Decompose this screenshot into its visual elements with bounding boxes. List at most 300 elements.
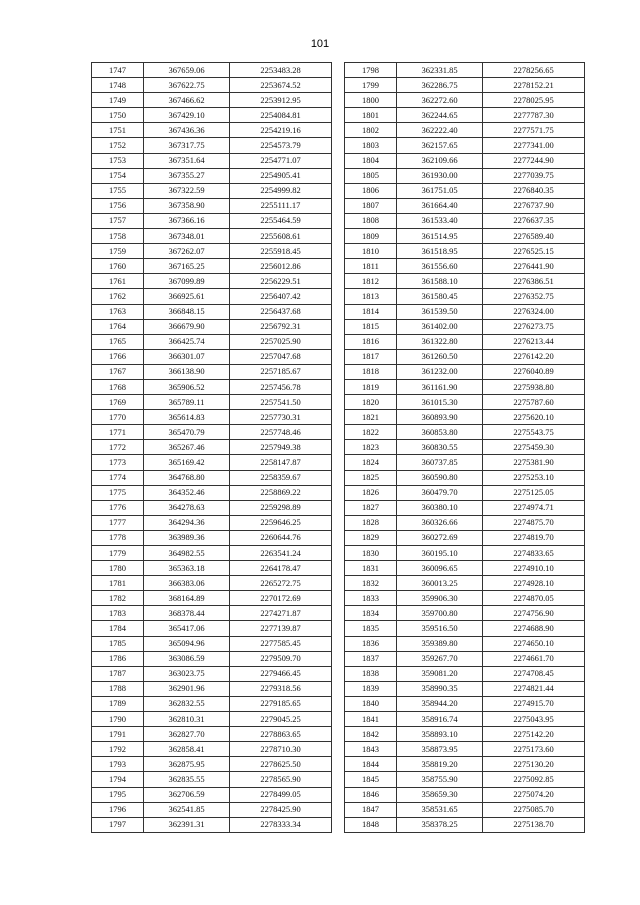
point-number-cell: 1792 bbox=[92, 742, 144, 757]
table-row bbox=[345, 78, 585, 93]
y-coordinate-cell: 2258147.87 bbox=[230, 455, 332, 470]
table-row bbox=[92, 304, 332, 319]
point-number-cell: 1844 bbox=[345, 757, 397, 772]
x-coordinate-cell: 368164.89 bbox=[144, 591, 230, 606]
point-number-cell: 1805 bbox=[345, 168, 397, 183]
x-coordinate-cell: 367322.59 bbox=[144, 183, 230, 198]
y-coordinate-cell: 2278152.21 bbox=[483, 78, 585, 93]
table-row bbox=[92, 78, 332, 93]
x-coordinate-cell: 367351.64 bbox=[144, 153, 230, 168]
x-coordinate-cell: 362832.55 bbox=[144, 696, 230, 711]
point-number-cell: 1837 bbox=[345, 651, 397, 666]
table-row bbox=[345, 304, 585, 319]
point-number-cell: 1774 bbox=[92, 470, 144, 485]
page-number: 101 bbox=[310, 38, 330, 50]
point-number-cell: 1776 bbox=[92, 500, 144, 515]
y-coordinate-cell: 2277787.30 bbox=[483, 108, 585, 123]
table-row bbox=[345, 213, 585, 228]
point-number-cell: 1820 bbox=[345, 395, 397, 410]
point-number-cell: 1841 bbox=[345, 712, 397, 727]
x-coordinate-cell: 361232.00 bbox=[397, 364, 483, 379]
y-coordinate-cell: 2275125.05 bbox=[483, 485, 585, 500]
table-row bbox=[92, 138, 332, 153]
x-coordinate-cell: 361514.95 bbox=[397, 229, 483, 244]
x-coordinate-cell: 361161.90 bbox=[397, 379, 483, 394]
table-row bbox=[345, 621, 585, 636]
table-row bbox=[345, 395, 585, 410]
y-coordinate-cell: 2254771.07 bbox=[230, 153, 332, 168]
x-coordinate-cell: 358990.35 bbox=[397, 681, 483, 696]
y-coordinate-cell: 2276589.40 bbox=[483, 229, 585, 244]
y-coordinate-cell: 2279466.45 bbox=[230, 666, 332, 681]
table-row bbox=[92, 485, 332, 500]
x-coordinate-cell: 362541.85 bbox=[144, 802, 230, 817]
point-number-cell: 1788 bbox=[92, 681, 144, 696]
point-number-cell: 1821 bbox=[345, 410, 397, 425]
table-row bbox=[345, 666, 585, 681]
y-coordinate-cell: 2257185.67 bbox=[230, 364, 332, 379]
point-number-cell: 1785 bbox=[92, 636, 144, 651]
point-number-cell: 1847 bbox=[345, 802, 397, 817]
x-coordinate-cell: 359516.50 bbox=[397, 621, 483, 636]
table-row bbox=[345, 455, 585, 470]
y-coordinate-cell: 2255111.17 bbox=[230, 198, 332, 213]
y-coordinate-cell: 2257456.78 bbox=[230, 379, 332, 394]
y-coordinate-cell: 2279045.25 bbox=[230, 712, 332, 727]
y-coordinate-cell: 2275787.60 bbox=[483, 395, 585, 410]
y-coordinate-cell: 2254999.82 bbox=[230, 183, 332, 198]
x-coordinate-cell: 362286.75 bbox=[397, 78, 483, 93]
table-row bbox=[345, 244, 585, 259]
point-number-cell: 1836 bbox=[345, 636, 397, 651]
x-coordinate-cell: 362810.31 bbox=[144, 712, 230, 727]
point-number-cell: 1773 bbox=[92, 455, 144, 470]
table-row bbox=[92, 500, 332, 515]
table-row bbox=[345, 742, 585, 757]
table-row bbox=[345, 289, 585, 304]
y-coordinate-cell: 2253483.28 bbox=[230, 63, 332, 78]
table-row bbox=[92, 546, 332, 561]
y-coordinate-cell: 2277571.75 bbox=[483, 123, 585, 138]
x-coordinate-cell: 364278.63 bbox=[144, 500, 230, 515]
table-row bbox=[345, 712, 585, 727]
x-coordinate-cell: 360380.10 bbox=[397, 500, 483, 515]
y-coordinate-cell: 2274271.87 bbox=[230, 606, 332, 621]
x-coordinate-cell: 361402.00 bbox=[397, 319, 483, 334]
y-coordinate-cell: 2274819.70 bbox=[483, 530, 585, 545]
y-coordinate-cell: 2279185.65 bbox=[230, 696, 332, 711]
y-coordinate-cell: 2263541.24 bbox=[230, 546, 332, 561]
table-row bbox=[92, 591, 332, 606]
y-coordinate-cell: 2278256.65 bbox=[483, 63, 585, 78]
point-number-cell: 1784 bbox=[92, 621, 144, 636]
point-number-cell: 1763 bbox=[92, 304, 144, 319]
table-row bbox=[92, 696, 332, 711]
table-row bbox=[92, 425, 332, 440]
table-row bbox=[345, 787, 585, 802]
table-row bbox=[92, 772, 332, 787]
table-row bbox=[92, 651, 332, 666]
point-number-cell: 1823 bbox=[345, 440, 397, 455]
table-row bbox=[92, 213, 332, 228]
x-coordinate-cell: 358755.90 bbox=[397, 772, 483, 787]
table-row bbox=[92, 259, 332, 274]
table-row bbox=[345, 817, 585, 832]
table-row bbox=[92, 666, 332, 681]
point-number-cell: 1799 bbox=[345, 78, 397, 93]
point-number-cell: 1843 bbox=[345, 742, 397, 757]
x-coordinate-cell: 361260.50 bbox=[397, 349, 483, 364]
x-coordinate-cell: 359389.80 bbox=[397, 636, 483, 651]
x-coordinate-cell: 361518.95 bbox=[397, 244, 483, 259]
table-row bbox=[345, 274, 585, 289]
point-number-cell: 1826 bbox=[345, 485, 397, 500]
table-row bbox=[345, 198, 585, 213]
table-row bbox=[345, 379, 585, 394]
y-coordinate-cell: 2275074.20 bbox=[483, 787, 585, 802]
table-row bbox=[345, 606, 585, 621]
y-coordinate-cell: 2270172.69 bbox=[230, 591, 332, 606]
y-coordinate-cell: 2276040.89 bbox=[483, 364, 585, 379]
x-coordinate-cell: 361930.00 bbox=[397, 168, 483, 183]
table-row bbox=[92, 636, 332, 651]
table-row bbox=[345, 530, 585, 545]
y-coordinate-cell: 2276840.35 bbox=[483, 183, 585, 198]
point-number-cell: 1772 bbox=[92, 440, 144, 455]
y-coordinate-cell: 2278863.65 bbox=[230, 727, 332, 742]
x-coordinate-cell: 359700.80 bbox=[397, 606, 483, 621]
y-coordinate-cell: 2275142.20 bbox=[483, 727, 585, 742]
y-coordinate-cell: 2277585.45 bbox=[230, 636, 332, 651]
table-row bbox=[345, 153, 585, 168]
table-row bbox=[92, 63, 332, 78]
point-number-cell: 1819 bbox=[345, 379, 397, 394]
y-coordinate-cell: 2254084.81 bbox=[230, 108, 332, 123]
table-row bbox=[345, 500, 585, 515]
x-coordinate-cell: 365267.46 bbox=[144, 440, 230, 455]
y-coordinate-cell: 2253674.52 bbox=[230, 78, 332, 93]
table-row bbox=[92, 621, 332, 636]
y-coordinate-cell: 2279509.70 bbox=[230, 651, 332, 666]
x-coordinate-cell: 365789.11 bbox=[144, 395, 230, 410]
table-row bbox=[345, 93, 585, 108]
table-row bbox=[92, 742, 332, 757]
point-number-cell: 1806 bbox=[345, 183, 397, 198]
x-coordinate-cell: 361556.60 bbox=[397, 259, 483, 274]
table-row bbox=[345, 108, 585, 123]
point-number-cell: 1835 bbox=[345, 621, 397, 636]
x-coordinate-cell: 367262.07 bbox=[144, 244, 230, 259]
y-coordinate-cell: 2275092.85 bbox=[483, 772, 585, 787]
table-row bbox=[345, 410, 585, 425]
y-coordinate-cell: 2274708.45 bbox=[483, 666, 585, 681]
y-coordinate-cell: 2275130.20 bbox=[483, 757, 585, 772]
y-coordinate-cell: 2276737.90 bbox=[483, 198, 585, 213]
point-number-cell: 1827 bbox=[345, 500, 397, 515]
point-number-cell: 1816 bbox=[345, 334, 397, 349]
y-coordinate-cell: 2278025.95 bbox=[483, 93, 585, 108]
y-coordinate-cell: 2257047.68 bbox=[230, 349, 332, 364]
x-coordinate-cell: 367165.25 bbox=[144, 259, 230, 274]
y-coordinate-cell: 2254905.41 bbox=[230, 168, 332, 183]
point-number-cell: 1750 bbox=[92, 108, 144, 123]
point-number-cell: 1830 bbox=[345, 546, 397, 561]
table-row bbox=[345, 123, 585, 138]
point-number-cell: 1782 bbox=[92, 591, 144, 606]
point-number-cell: 1759 bbox=[92, 244, 144, 259]
y-coordinate-cell: 2258869.22 bbox=[230, 485, 332, 500]
point-number-cell: 1770 bbox=[92, 410, 144, 425]
x-coordinate-cell: 362331.85 bbox=[397, 63, 483, 78]
point-number-cell: 1831 bbox=[345, 561, 397, 576]
table-row bbox=[345, 546, 585, 561]
table-row bbox=[92, 319, 332, 334]
y-coordinate-cell: 2256437.68 bbox=[230, 304, 332, 319]
y-coordinate-cell: 2255608.61 bbox=[230, 229, 332, 244]
point-number-cell: 1787 bbox=[92, 666, 144, 681]
table-row bbox=[92, 153, 332, 168]
point-number-cell: 1814 bbox=[345, 304, 397, 319]
point-number-cell: 1812 bbox=[345, 274, 397, 289]
y-coordinate-cell: 2274756.90 bbox=[483, 606, 585, 621]
x-coordinate-cell: 366679.90 bbox=[144, 319, 230, 334]
x-coordinate-cell: 362706.59 bbox=[144, 787, 230, 802]
y-coordinate-cell: 2274650.10 bbox=[483, 636, 585, 651]
x-coordinate-cell: 365470.79 bbox=[144, 425, 230, 440]
x-coordinate-cell: 367466.62 bbox=[144, 93, 230, 108]
x-coordinate-cell: 362391.31 bbox=[144, 817, 230, 832]
point-number-cell: 1845 bbox=[345, 772, 397, 787]
x-coordinate-cell: 366383.06 bbox=[144, 576, 230, 591]
coordinate-table-right bbox=[344, 62, 585, 833]
point-number-cell: 1757 bbox=[92, 213, 144, 228]
point-number-cell: 1838 bbox=[345, 666, 397, 681]
point-number-cell: 1803 bbox=[345, 138, 397, 153]
x-coordinate-cell: 361322.80 bbox=[397, 334, 483, 349]
y-coordinate-cell: 2278425.90 bbox=[230, 802, 332, 817]
x-coordinate-cell: 367429.10 bbox=[144, 108, 230, 123]
table-row bbox=[92, 470, 332, 485]
point-number-cell: 1749 bbox=[92, 93, 144, 108]
y-coordinate-cell: 2274928.10 bbox=[483, 576, 585, 591]
y-coordinate-cell: 2274688.90 bbox=[483, 621, 585, 636]
y-coordinate-cell: 2255464.59 bbox=[230, 213, 332, 228]
x-coordinate-cell: 360479.70 bbox=[397, 485, 483, 500]
x-coordinate-cell: 367622.75 bbox=[144, 78, 230, 93]
y-coordinate-cell: 2257748.46 bbox=[230, 425, 332, 440]
point-number-cell: 1769 bbox=[92, 395, 144, 410]
x-coordinate-cell: 360590.80 bbox=[397, 470, 483, 485]
y-coordinate-cell: 2276324.00 bbox=[483, 304, 585, 319]
y-coordinate-cell: 2277139.87 bbox=[230, 621, 332, 636]
x-coordinate-cell: 368378.44 bbox=[144, 606, 230, 621]
y-coordinate-cell: 2274910.10 bbox=[483, 561, 585, 576]
table-row bbox=[92, 817, 332, 832]
point-number-cell: 1793 bbox=[92, 757, 144, 772]
point-number-cell: 1754 bbox=[92, 168, 144, 183]
point-number-cell: 1808 bbox=[345, 213, 397, 228]
table-row bbox=[92, 274, 332, 289]
y-coordinate-cell: 2277244.90 bbox=[483, 153, 585, 168]
x-coordinate-cell: 361588.10 bbox=[397, 274, 483, 289]
x-coordinate-cell: 366425.74 bbox=[144, 334, 230, 349]
point-number-cell: 1756 bbox=[92, 198, 144, 213]
y-coordinate-cell: 2259646.25 bbox=[230, 515, 332, 530]
y-coordinate-cell: 2278625.50 bbox=[230, 757, 332, 772]
table-row bbox=[92, 727, 332, 742]
y-coordinate-cell: 2277341.00 bbox=[483, 138, 585, 153]
point-number-cell: 1755 bbox=[92, 183, 144, 198]
y-coordinate-cell: 2274833.65 bbox=[483, 546, 585, 561]
x-coordinate-cell: 363086.59 bbox=[144, 651, 230, 666]
point-number-cell: 1833 bbox=[345, 591, 397, 606]
x-coordinate-cell: 366848.15 bbox=[144, 304, 230, 319]
point-number-cell: 1779 bbox=[92, 546, 144, 561]
table-row bbox=[345, 259, 585, 274]
point-number-cell: 1810 bbox=[345, 244, 397, 259]
y-coordinate-cell: 2258359.67 bbox=[230, 470, 332, 485]
y-coordinate-cell: 2276525.15 bbox=[483, 244, 585, 259]
y-coordinate-cell: 2274821.44 bbox=[483, 681, 585, 696]
point-number-cell: 1771 bbox=[92, 425, 144, 440]
point-number-cell: 1761 bbox=[92, 274, 144, 289]
point-number-cell: 1753 bbox=[92, 153, 144, 168]
x-coordinate-cell: 366301.07 bbox=[144, 349, 230, 364]
x-coordinate-cell: 358531.65 bbox=[397, 802, 483, 817]
y-coordinate-cell: 2275173.60 bbox=[483, 742, 585, 757]
point-number-cell: 1752 bbox=[92, 138, 144, 153]
x-coordinate-cell: 361539.50 bbox=[397, 304, 483, 319]
point-number-cell: 1818 bbox=[345, 364, 397, 379]
point-number-cell: 1815 bbox=[345, 319, 397, 334]
x-coordinate-cell: 365169.42 bbox=[144, 455, 230, 470]
point-number-cell: 1802 bbox=[345, 123, 397, 138]
x-coordinate-cell: 367099.89 bbox=[144, 274, 230, 289]
point-number-cell: 1781 bbox=[92, 576, 144, 591]
x-coordinate-cell: 361533.40 bbox=[397, 213, 483, 228]
x-coordinate-cell: 358873.95 bbox=[397, 742, 483, 757]
table-row bbox=[345, 696, 585, 711]
table-row bbox=[345, 63, 585, 78]
x-coordinate-cell: 361015.30 bbox=[397, 395, 483, 410]
x-coordinate-cell: 361580.45 bbox=[397, 289, 483, 304]
x-coordinate-cell: 360853.80 bbox=[397, 425, 483, 440]
x-coordinate-cell: 364768.80 bbox=[144, 470, 230, 485]
x-coordinate-cell: 362157.65 bbox=[397, 138, 483, 153]
x-coordinate-cell: 365094.96 bbox=[144, 636, 230, 651]
table-row bbox=[345, 561, 585, 576]
x-coordinate-cell: 366925.61 bbox=[144, 289, 230, 304]
x-coordinate-cell: 362835.55 bbox=[144, 772, 230, 787]
y-coordinate-cell: 2257949.38 bbox=[230, 440, 332, 455]
point-number-cell: 1767 bbox=[92, 364, 144, 379]
y-coordinate-cell: 2275543.75 bbox=[483, 425, 585, 440]
x-coordinate-cell: 362858.41 bbox=[144, 742, 230, 757]
y-coordinate-cell: 2254573.79 bbox=[230, 138, 332, 153]
table-row bbox=[92, 334, 332, 349]
x-coordinate-cell: 362875.95 bbox=[144, 757, 230, 772]
x-coordinate-cell: 359267.70 bbox=[397, 651, 483, 666]
point-number-cell: 1764 bbox=[92, 319, 144, 334]
point-number-cell: 1775 bbox=[92, 485, 144, 500]
table-row bbox=[92, 440, 332, 455]
y-coordinate-cell: 2274875.70 bbox=[483, 515, 585, 530]
x-coordinate-cell: 367317.75 bbox=[144, 138, 230, 153]
table-row bbox=[345, 681, 585, 696]
point-number-cell: 1824 bbox=[345, 455, 397, 470]
y-coordinate-cell: 2256792.31 bbox=[230, 319, 332, 334]
x-coordinate-cell: 358944.20 bbox=[397, 696, 483, 711]
point-number-cell: 1777 bbox=[92, 515, 144, 530]
table-row bbox=[92, 183, 332, 198]
point-number-cell: 1798 bbox=[345, 63, 397, 78]
table-row bbox=[345, 425, 585, 440]
x-coordinate-cell: 367436.36 bbox=[144, 123, 230, 138]
x-coordinate-cell: 364294.36 bbox=[144, 515, 230, 530]
y-coordinate-cell: 2275938.80 bbox=[483, 379, 585, 394]
point-number-cell: 1795 bbox=[92, 787, 144, 802]
table-row bbox=[92, 93, 332, 108]
table-row bbox=[345, 440, 585, 455]
table-row bbox=[92, 168, 332, 183]
y-coordinate-cell: 2275253.10 bbox=[483, 470, 585, 485]
table-row bbox=[92, 515, 332, 530]
x-coordinate-cell: 367366.16 bbox=[144, 213, 230, 228]
y-coordinate-cell: 2278333.34 bbox=[230, 817, 332, 832]
x-coordinate-cell: 365906.52 bbox=[144, 379, 230, 394]
x-coordinate-cell: 366138.90 bbox=[144, 364, 230, 379]
point-number-cell: 1809 bbox=[345, 229, 397, 244]
x-coordinate-cell: 358819.20 bbox=[397, 757, 483, 772]
point-number-cell: 1811 bbox=[345, 259, 397, 274]
table-row bbox=[92, 123, 332, 138]
y-coordinate-cell: 2278710.30 bbox=[230, 742, 332, 757]
y-coordinate-cell: 2264178.47 bbox=[230, 561, 332, 576]
point-number-cell: 1790 bbox=[92, 712, 144, 727]
x-coordinate-cell: 367358.90 bbox=[144, 198, 230, 213]
point-number-cell: 1780 bbox=[92, 561, 144, 576]
point-number-cell: 1747 bbox=[92, 63, 144, 78]
x-coordinate-cell: 362222.40 bbox=[397, 123, 483, 138]
table-row bbox=[345, 802, 585, 817]
table-row bbox=[92, 379, 332, 394]
point-number-cell: 1796 bbox=[92, 802, 144, 817]
x-coordinate-cell: 361664.40 bbox=[397, 198, 483, 213]
point-number-cell: 1817 bbox=[345, 349, 397, 364]
table-row bbox=[92, 395, 332, 410]
table-row bbox=[92, 364, 332, 379]
point-number-cell: 1783 bbox=[92, 606, 144, 621]
table-row bbox=[345, 138, 585, 153]
y-coordinate-cell: 2256229.51 bbox=[230, 274, 332, 289]
table-row bbox=[345, 470, 585, 485]
table-row bbox=[345, 727, 585, 742]
y-coordinate-cell: 2276637.35 bbox=[483, 213, 585, 228]
table-row bbox=[92, 455, 332, 470]
table-row bbox=[345, 168, 585, 183]
table-row bbox=[92, 198, 332, 213]
point-number-cell: 1766 bbox=[92, 349, 144, 364]
x-coordinate-cell: 360272.69 bbox=[397, 530, 483, 545]
point-number-cell: 1828 bbox=[345, 515, 397, 530]
x-coordinate-cell: 358893.10 bbox=[397, 727, 483, 742]
table-row bbox=[345, 183, 585, 198]
x-coordinate-cell: 367659.06 bbox=[144, 63, 230, 78]
table-row bbox=[92, 681, 332, 696]
x-coordinate-cell: 359081.20 bbox=[397, 666, 483, 681]
table-row bbox=[345, 319, 585, 334]
x-coordinate-cell: 367348.01 bbox=[144, 229, 230, 244]
